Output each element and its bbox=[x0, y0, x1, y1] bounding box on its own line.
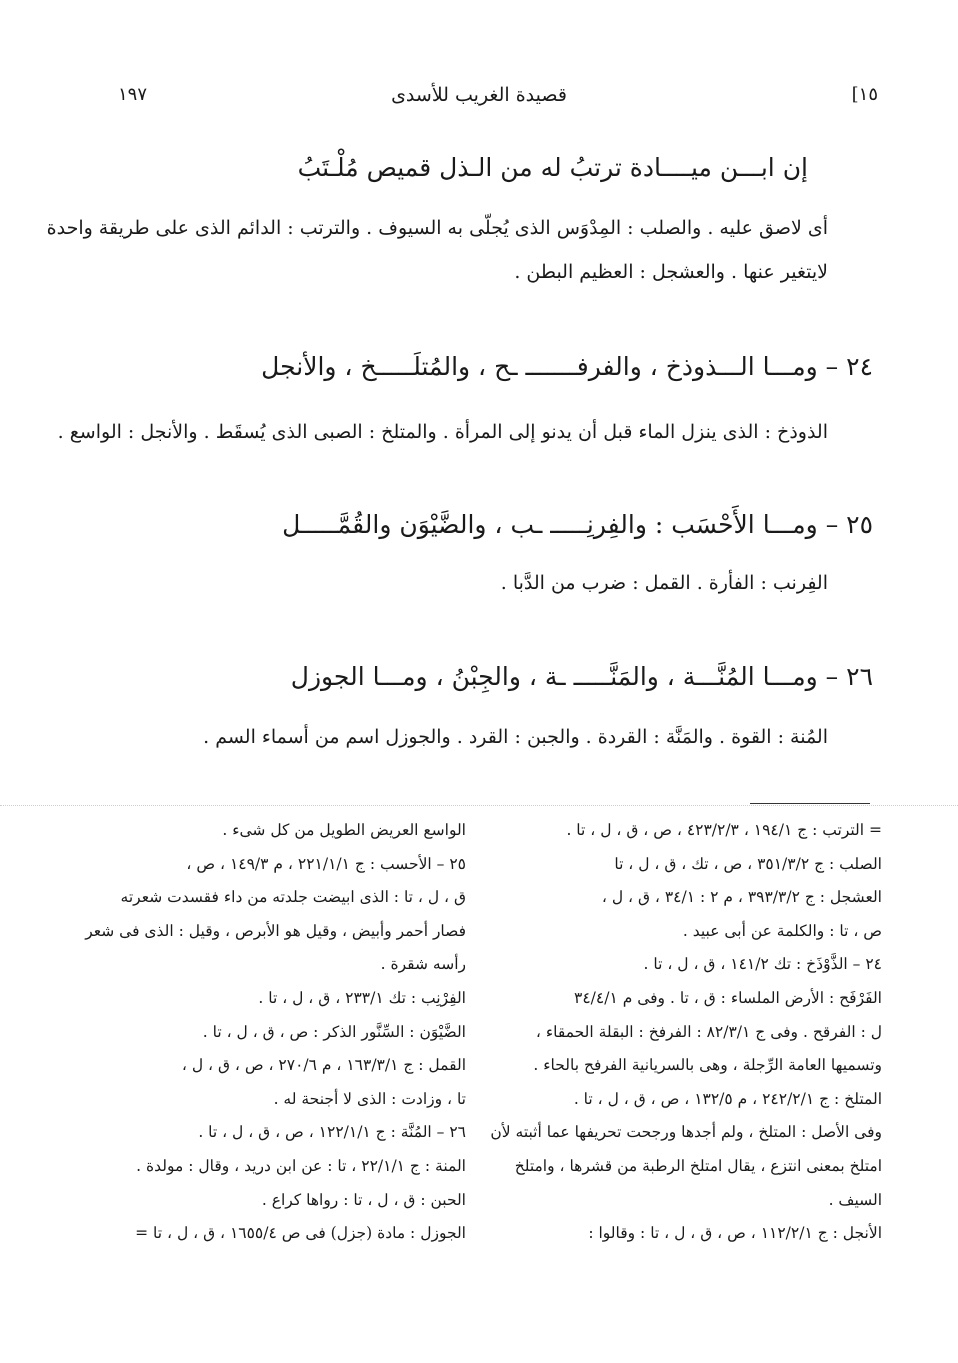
footnote-line: ٢٦ – المُنَّة : ج ١٢٢/١/١ ، ص ، ق ، ل ، تا . bbox=[198, 1123, 466, 1142]
footnote-line: السيف . bbox=[828, 1190, 882, 1209]
footnote-line: الصلب : ج ٣٥١/٣/٢ ، ص ، تك ، ق ، ل ، تا bbox=[614, 854, 882, 873]
footnote-line: العشجل : ج ٣٩٣/٣/٢ ، م ٢ : ٣٤/١ ، ق ، ل ، bbox=[601, 888, 882, 907]
footnote-line: القمل : ج ١٦٣/٣/١ ، م ٢٧٠/٦ ، ص ، ق ، ل ، bbox=[181, 1056, 466, 1075]
footnotes-left-column bbox=[66, 814, 466, 1251]
commentary-line: أى لاصق عليه . والصلب : المِدْوَس الذى يُجلّى به السيوف . والترتب : الدائم الذى على طريقة واحدة bbox=[46, 217, 828, 239]
commentary-line: لايتغير عنها . والعشجل : العظيم البطن . bbox=[514, 261, 828, 283]
footnote-line: وتسميها العامة الرِّجلة ، وهى بالسريانية الفرفح بالحاء . bbox=[533, 1056, 882, 1075]
commentary-line: الفِرنب : الفأرة . القمل : ضرب من الدَّبا . bbox=[500, 572, 828, 594]
running-title: قصيدة الغريب للأسدى bbox=[391, 84, 567, 106]
footnote-line: الفَرْفَح : الأرض الملساء : ق ، تا . وفى م ٣٤/٤/١ bbox=[574, 988, 882, 1007]
commentary-line: المُنة : القوة . والمَنَّة : القردة . والجبن : القرد . والجوزل اسم من أسماء السم . bbox=[203, 726, 828, 748]
footnote-line: المنة : ج ٢٢/١/١ ، تا : عن ابن دريد ، وقال : مولدة . bbox=[136, 1156, 466, 1175]
footnote-line: ل : الفرقح . وفى ج ٨٢/٣/١ : الفرفخ : البقلة الحمقاء ، bbox=[535, 1022, 882, 1041]
footnote-line: ٢٤ – الذَّوْذَخ : تك ١٤١/٢ ، ق ، ل ، تا . bbox=[643, 955, 882, 974]
footnote-line: الجوزل : مادة (جزل) فى ص ١٦٥٥/٤ ، ق ، ل ، تا = bbox=[135, 1224, 466, 1243]
footnote-line: الواسع العريض الطويل من كل شىء . bbox=[222, 821, 466, 839]
footnote-line: الأنجل : ج ١١٢/٢/١ ، ص ، ق ، ل ، تا : وقالوا : bbox=[588, 1224, 882, 1243]
footnote-line: = الترتب : ج ١٩٤/١ ، ٤٢٣/٢/٣ ، ص ، ق ، ل ، تا . bbox=[566, 821, 882, 839]
footnote-line: ص ، تا : والكلمة عن أبى عبيد . bbox=[682, 921, 882, 940]
commentary-line: الذوذخ : الذى ينزل الماء قبل أن يدنو إلى المرأة . والمتلخ : الصبى الذى يُسقَط . والأنجل : الواسع . bbox=[57, 421, 828, 443]
footnote-line: ٢٥ – الأحسب : ج ٢٢١/١/١ ، م ١٤٩/٣ ، ص ، bbox=[186, 854, 466, 873]
verse-25: ٢٥ – ومـــا الأَحْسَب : والفِرنِـــــ ـب ، والضَّيْوَن والقُمَّـــــل bbox=[282, 510, 873, 539]
footnote-line: الحبن : ق ، ل ، تا : رواها كراع . bbox=[261, 1190, 466, 1209]
footnote-line: تا ، وزادت : الذى لا أجنحة له . bbox=[273, 1089, 466, 1108]
footnote-line: رأسه شقرة . bbox=[380, 955, 466, 974]
footnote-line: ق ، ل ، تا : الذى ابيضت جلدته من داء فقسدت شعرته bbox=[120, 888, 466, 907]
footnotes-right-column bbox=[482, 814, 882, 1251]
footnote-line: الفِرْنِب : تك ٢٣٣/١ ، ق ، ل ، تا . bbox=[258, 988, 466, 1007]
verse-26: ٢٦ – ومـــا المُنَّـــة ، والمَنَّـــــ ـة ، والجِبْنُ ، ومـــا الجوزل bbox=[290, 662, 873, 691]
section-mark: [١٥ bbox=[851, 84, 878, 105]
verse-24: ٢٤ – ومـــا الـــذوذخ ، والفرفـــــــ ـح ، والمُتلَـــــخ ، والأنجل bbox=[261, 352, 873, 381]
footnote-line: وفى الأصل : المتلخ ، ولم أجدها ورجحت تحريفها عما أثبته لأن bbox=[490, 1123, 882, 1142]
footnote-line: الضَّيْوَن : السِّنَّور الذكر : ص ، ق ، ل ، تا . bbox=[202, 1022, 466, 1041]
verse-line: إن ابـــن ميــــادة ترتبُ له من الـذل قميص مُلْـتَبُ bbox=[297, 153, 808, 182]
footnote-line: فصار أحمر وأبيض ، وقيل هو الأبرص ، وقيل : الذى فى شعر bbox=[85, 921, 466, 940]
page-number: ١٩٧ bbox=[118, 84, 148, 105]
footnote-line: امتلخ بمعنى انتزع ، يقال امتلخ الرطبة من قشرها ، وامتلخ bbox=[514, 1156, 882, 1175]
footnote-line: المتلخ : ج ٢٤٢/٢/١ ، م ١٣٢/٥ ، ص ، ق ، ل ، تا . bbox=[573, 1089, 882, 1108]
footnote-rule bbox=[750, 803, 870, 804]
scan-dotted-line bbox=[0, 805, 958, 806]
